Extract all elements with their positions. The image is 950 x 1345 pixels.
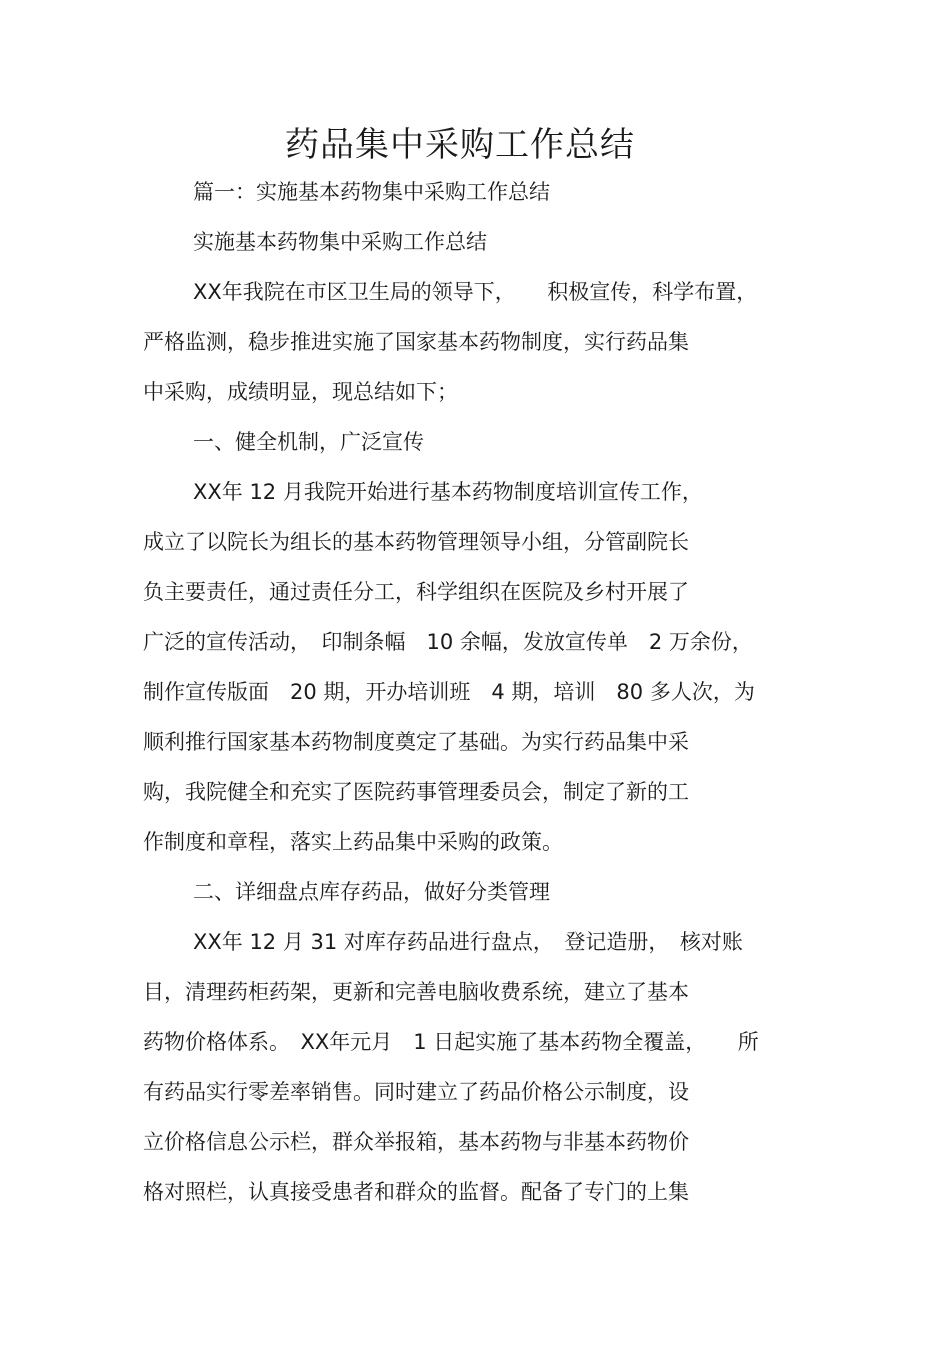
body-line-21: 格对照栏，认真接受患者和群众的监督。配备了专门的上集 <box>143 1180 689 1204</box>
body-line-15: 二、详细盘点库存药品，做好分类管理 <box>193 880 550 904</box>
body-line-18: 药物价格体系。 XX年元月 1 日起实施了基本药物全覆盖， 所 <box>143 1030 759 1054</box>
body-line-3: XX年我院在市区卫生局的领导下， 积极宣传，科学布置， <box>193 280 758 304</box>
body-line-5: 中采购，成绩明显，现总结如下； <box>143 380 458 404</box>
body-line-8: 成立了以院长为组长的基本药物管理领导小组，分管副院长 <box>143 530 689 554</box>
body-line-13: 购，我院健全和充实了医院药事管理委员会，制定了新的工 <box>143 780 689 804</box>
body-line-7: XX年 12 月我院开始进行基本药物制度培训宣传工作， <box>193 480 703 504</box>
body-line-4: 严格监测，稳步推进实施了国家基本药物制度，实行药品集 <box>143 330 689 354</box>
body-line-9: 负主要责任，通过责任分工，科学组织在医院及乡村开展了 <box>143 580 689 604</box>
body-line-16: XX年 12 月 31 对库存药品进行盘点， 登记造册， 核对账 <box>193 930 743 954</box>
body-line-2: 实施基本药物集中采购工作总结 <box>193 230 487 254</box>
body-line-19: 有药品实行零差率销售。同时建立了药品价格公示制度，设 <box>143 1080 689 1104</box>
body-line-11: 制作宣传版面 20 期，开办培训班 4 期，培训 80 多人次，为 <box>143 680 755 704</box>
body-line-6: 一、健全机制，广泛宣传 <box>193 430 424 454</box>
body-line-20: 立价格信息公示栏，群众举报箱，基本药物与非基本药物价 <box>143 1130 689 1154</box>
body-line-1: 篇一：实施基本药物集中采购工作总结 <box>193 180 550 204</box>
body-line-10: 广泛的宣传活动， 印制条幅 10 余幅，发放宣传单 2 万余份， <box>143 630 753 654</box>
body-line-17: 目，清理药柜药架，更新和完善电脑收费系统，建立了基本 <box>143 980 689 1004</box>
body-line-14: 作制度和章程，落实上药品集中采购的政策。 <box>143 830 563 854</box>
document-title: 药品集中采购工作总结 <box>285 125 635 165</box>
body-line-12: 顺利推行国家基本药物制度奠定了基础。为实行药品集中采 <box>143 730 689 754</box>
